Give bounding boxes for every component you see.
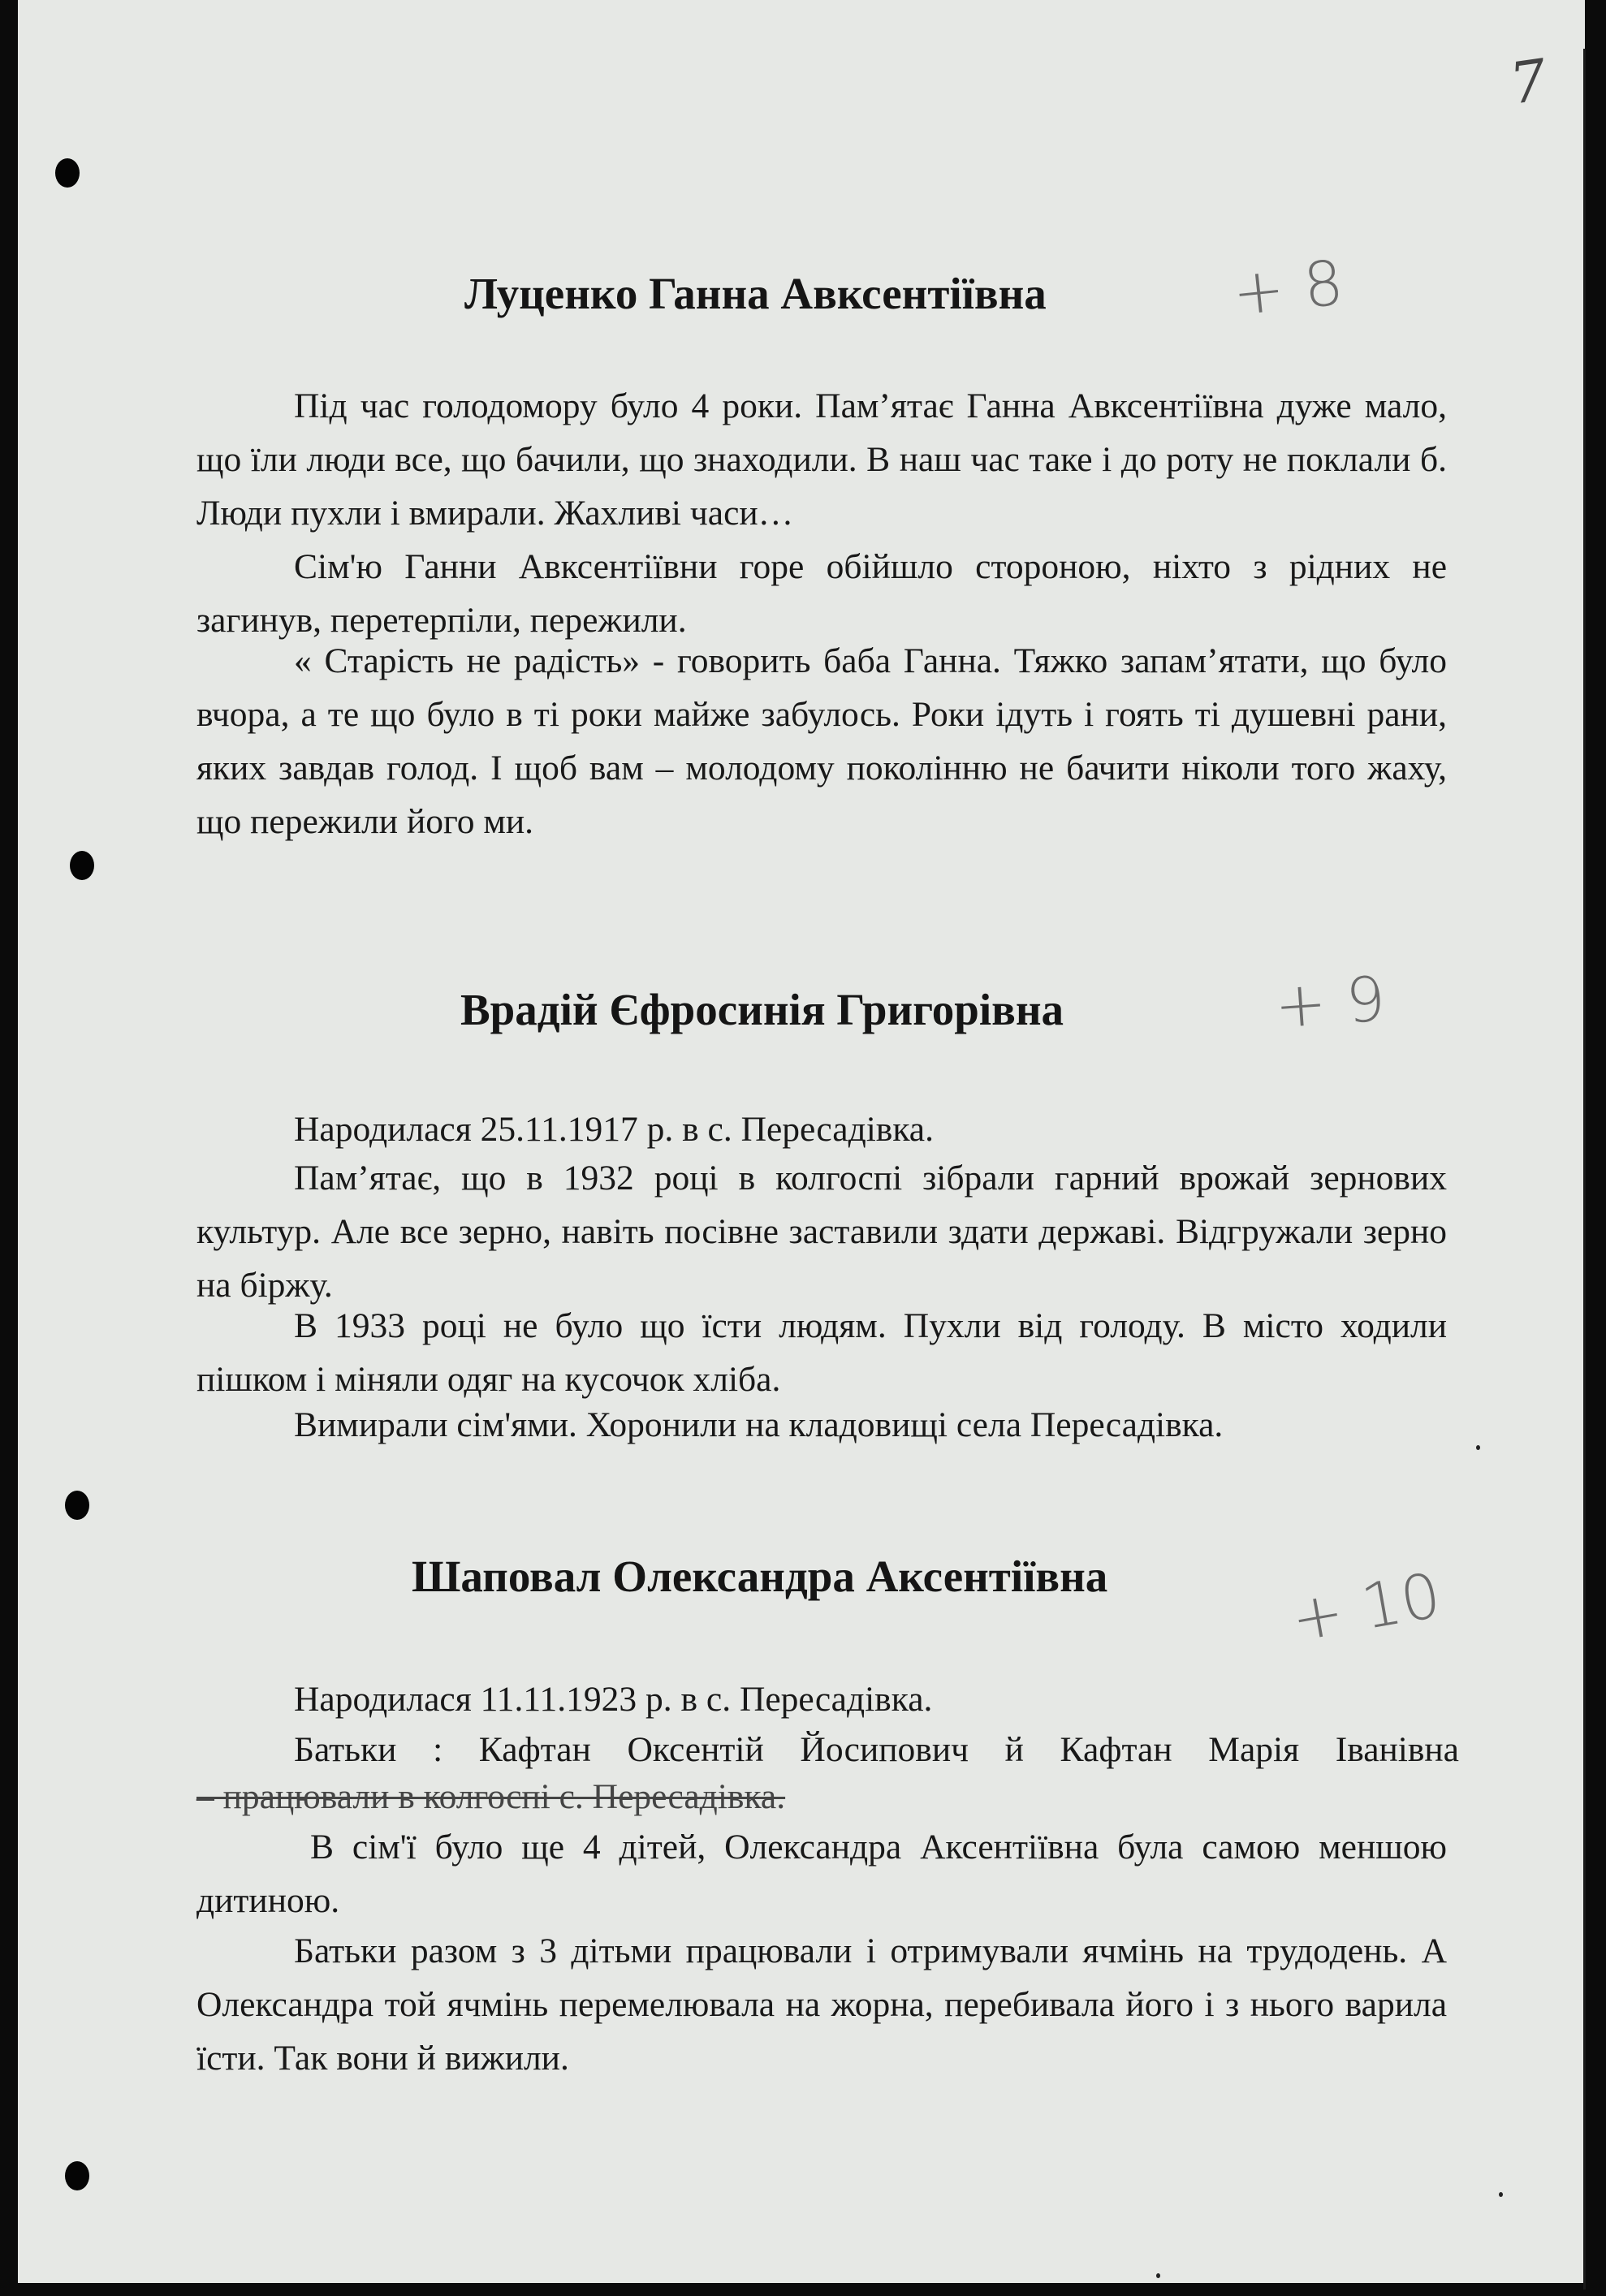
paragraph: Сім'ю Ганни Авксентіївни горе обійшло стороною, ніхто з рідних не загинув, перетерпіли, пережили. [196, 547, 1447, 640]
paragraph: Пам’ятає, що в 1932 році в колгоспі зібрали гарний врожай зернових культур. Але все зерно, навіть посівне заставили здати державі. Відгружали зерно на біржу. [196, 1159, 1447, 1305]
paragraph: В сім'ї було ще 4 дітей, Олександра Аксентіївна була самою меншою дитиною. [196, 1828, 1447, 1920]
handwritten-mark: + 8 [1228, 246, 1347, 330]
paragraph: Під час голодомору було 4 роки. Пам’ятає Ганна Авксентіївна дуже мало, що їли люди все, що бачили, що знаходили. В наш час таке і до роту не поклали б. Люди пухли і вмирали. Жахливі часи… [196, 386, 1447, 533]
page-number: 7 [1505, 46, 1552, 118]
paragraph: Народилася 25.11.1917 р. в с. Пересадівка. [294, 1110, 934, 1149]
paragraph: Батьки : Кафтан Оксентій Йосипович й Кафтан Марія Іванівна [294, 1730, 1459, 1769]
paragraph: В 1933 році не було що їсти людям. Пухли від голоду. В місто ходили пішком і міняли одяг на кусочок хліба. [196, 1306, 1447, 1399]
punch-hole [55, 158, 80, 188]
paragraph: Народилася 11.11.1923 р. в с. Пересадівка. [294, 1680, 933, 1719]
speck [1156, 2273, 1160, 2278]
punch-hole [70, 851, 94, 880]
handwritten-mark: + 9 [1272, 962, 1388, 1042]
speck [1499, 2192, 1503, 2197]
punch-hole [65, 1491, 89, 1520]
page-edge [1583, 49, 1586, 2290]
section-title: Шаповал Олександра Аксентіївна [412, 1552, 1108, 1601]
paragraph: Вимирали сім'ями. Хоронили на кладовищі села Пересадівка. [294, 1405, 1224, 1444]
section-title: Луценко Ганна Авксентіївна [464, 269, 1047, 318]
faded-text: – працювали в колгоспі с. Пересадівка. [196, 1777, 786, 1816]
paragraph: « Старість не радість» - говорить баба Ганна. Тяжко запам’ятати, що було вчора, а те що було в ті роки майже забулось. Роки ідуть і гоять ті душевні рани, яких завдав голод. І щоб вам – молодому поколінню не бачити ніколи того жаху, що пережили його ми. [196, 641, 1447, 841]
paragraph: Батьки разом з 3 дітьми працювали і отримували ячмінь на трудодень. А Олександра той ячмінь перемелювала на жорна, перебивала його і з нього варила їсти. Так вони й вижили. [196, 1931, 1447, 2078]
speck [1476, 1445, 1480, 1450]
paragraph-line [196, 1770, 1447, 1823]
section-title: Врадій Єфросинія Григорівна [460, 985, 1064, 1034]
punch-hole [65, 2161, 89, 2190]
handwritten-mark: + 10 [1285, 1558, 1446, 1656]
